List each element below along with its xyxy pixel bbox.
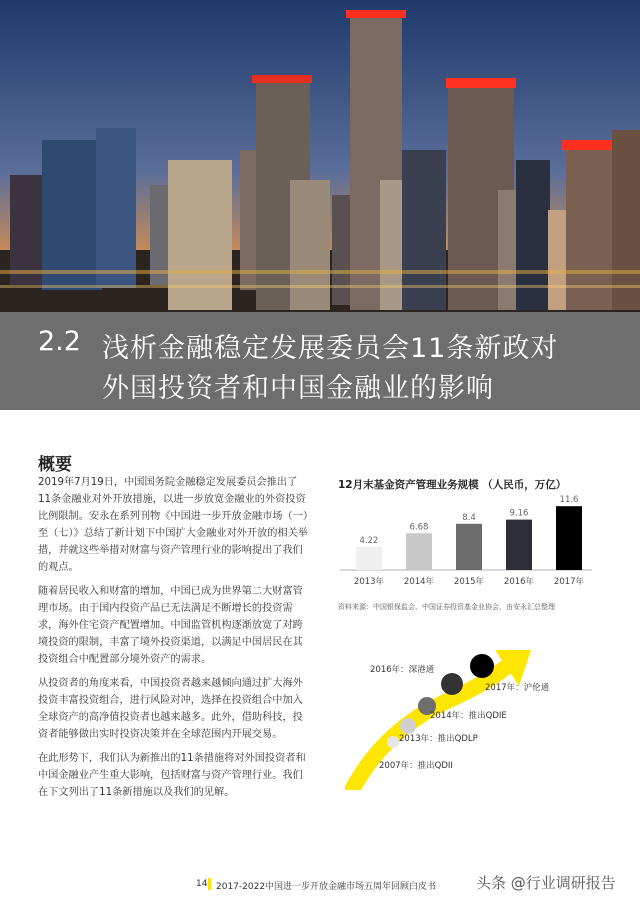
section-title-line-1: 浅析金融稳定发展委员会11条新政对 [102, 333, 559, 364]
chart-category-label: 2015年 [453, 577, 485, 587]
hero-city-image [0, 0, 640, 312]
timeline-dot-2013 [400, 718, 416, 734]
timeline-dot-2016 [441, 673, 463, 695]
section-title-line-2: 外国投资者和中国金融业的影响 [102, 373, 494, 404]
chart-category-label: 2016年 [503, 577, 535, 587]
section-title-banner [0, 312, 640, 410]
watermark: 头条 @行业调研报告 [476, 874, 616, 892]
timeline-dot-2007 [387, 736, 399, 748]
chart-value-label: 6.68 [409, 522, 429, 533]
summary-text [38, 474, 308, 808]
timeline-label-2016: 2016年：深港通 [370, 665, 435, 675]
chart-source-note: 资料来源：中国银保监会、中国证券投资基金业协会，由安永汇总整理 [338, 603, 555, 611]
summary-paragraph: 在此形势下，我们认为新推出的11条措施将对外国投资者和中国金融业产生重大影响，包括财富与资产管理行业。我们在下文列出了11条新措施以及我们的见解。 [38, 753, 306, 798]
footer-accent-bar [208, 878, 211, 890]
chart-value-label: 8.4 [462, 512, 476, 523]
footer-report-title: 2017-2022中国进一步开放金融市场五周年回顾白皮书 [216, 882, 437, 892]
fund-aum-bar-chart [336, 492, 596, 596]
summary-paragraph: 从投资者的角度来看，中国投资者越来越倾向通过扩大海外投资丰富投资组合，进行风险对冲，选择在投资组合中加入全球资产的高净值投资者也越来越多。此外，借助科技，投资者能够做出实时投资决策并在全球范围内开展交易。 [38, 678, 303, 740]
section-number: 2.2 [38, 326, 81, 357]
chart-bar [406, 533, 432, 570]
page-number: 14 [196, 879, 208, 889]
summary-heading: 概要 [38, 455, 72, 475]
chart-bar [506, 520, 532, 570]
chart-value-label: 9.16 [509, 508, 529, 519]
timeline-label-2017: 2017年：沪伦通 [485, 683, 550, 693]
chart-bar [356, 547, 382, 570]
opening-timeline [345, 640, 595, 790]
chart-bar [556, 506, 582, 570]
timeline-label-2014: 2014年：推出QDIE [430, 711, 507, 721]
timeline-label-2007: 2007年：推出QDII [379, 761, 453, 771]
summary-paragraph: 随着居民收入和财富的增加，中国已成为世界第二大财富管理市场。由于国内投资产品已无法满足不断增长的投资需求，海外住宅资产配置增加。中国监管机构逐渐放宽了对跨境投资的限制，丰富了境外投资渠道，以满足中国居民在其投资组合中配置部分境外资产的需求。 [38, 586, 303, 665]
chart-bar [456, 524, 482, 570]
summary-paragraph: 2019年7月19日，中国国务院金融稳定发展委员会推出了11条金融业对外开放措施，以进一步放宽金融业的外资投资比例限制。安永在系列刊物《中国进一步开放金融市场（一）至（七）》总结了新计划下中国扩大金融业对外开放的相关举措，并就这些举措对财富与资产管理行业的影响提出了我们的观点。 [38, 477, 308, 573]
chart-category-label: 2014年 [403, 577, 435, 587]
timeline-dot-2017 [470, 654, 494, 678]
chart-value-label: 4.22 [359, 535, 379, 546]
chart-category-label: 2013年 [353, 577, 385, 587]
chart-title: 12月末基金资产管理业务规模 （人民币，万亿） [338, 479, 567, 491]
chart-value-label: 11.6 [559, 495, 579, 506]
timeline-label-2013: 2013年：推出QDLP [399, 734, 478, 744]
chart-category-label: 2017年 [553, 577, 585, 587]
